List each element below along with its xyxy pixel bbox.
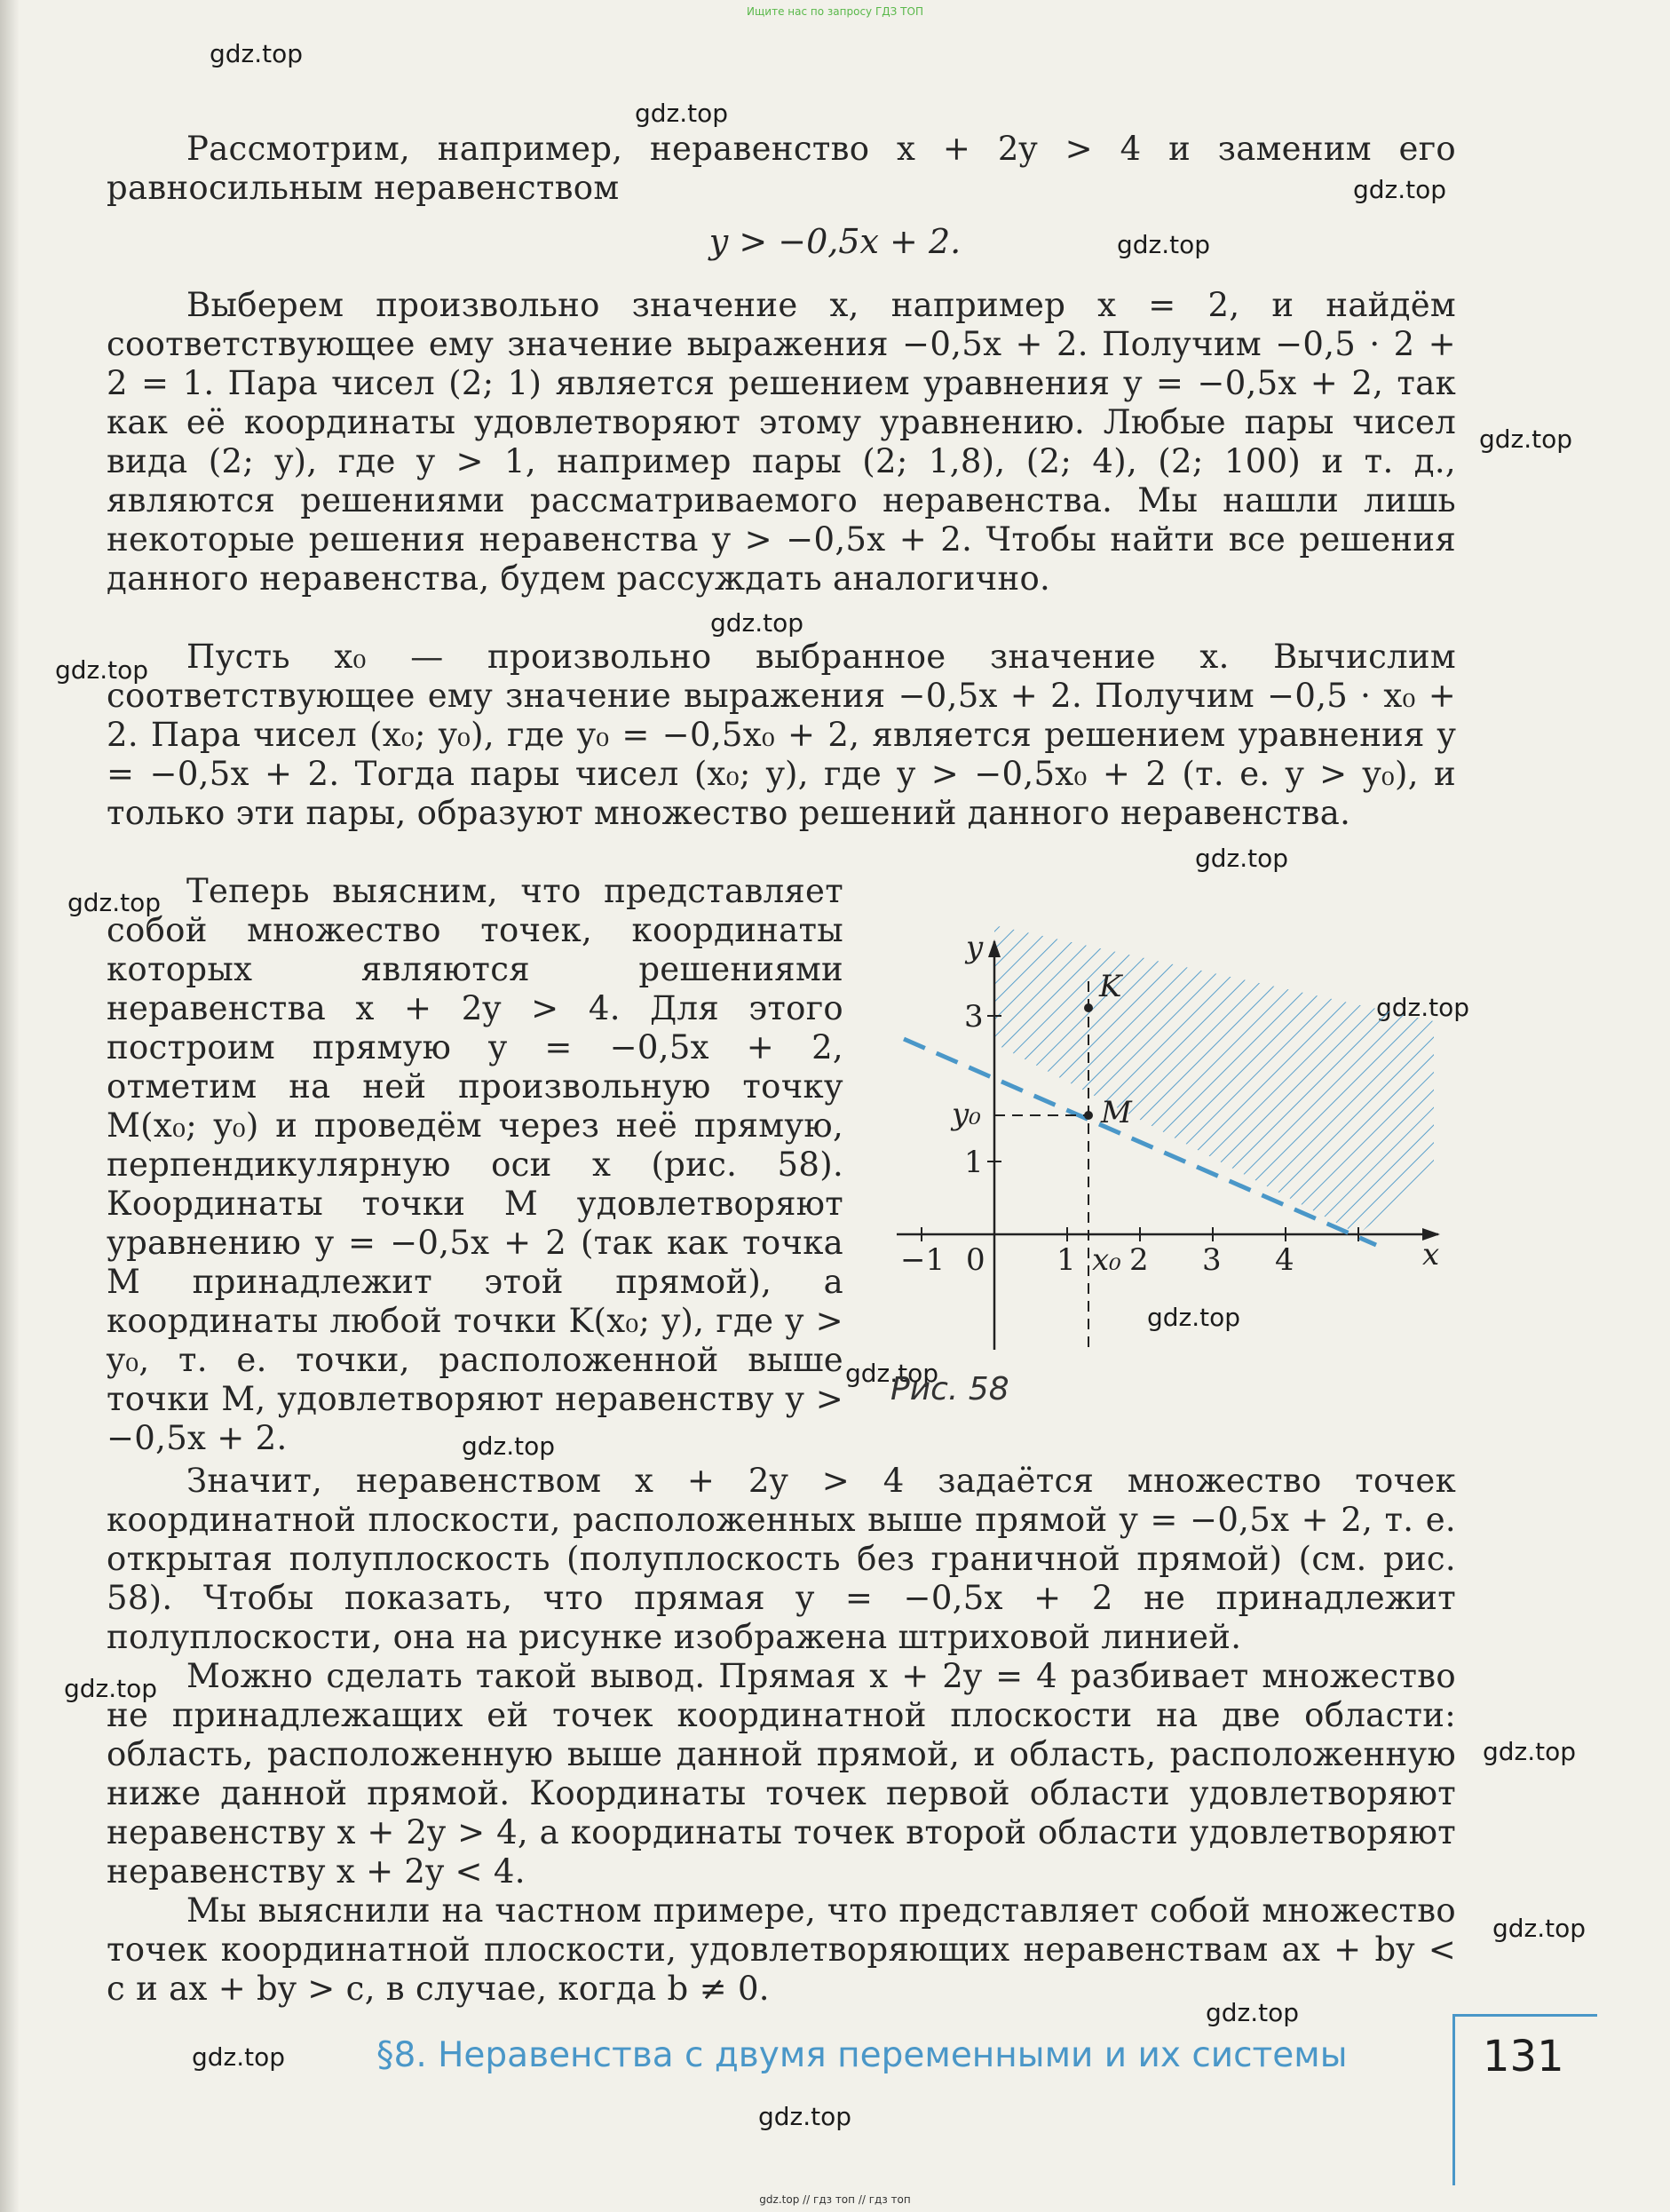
x-tick-label: 0 [966, 1242, 985, 1278]
page-number: 131 [1483, 2032, 1564, 2081]
watermark: gdz.top [845, 1359, 939, 1388]
watermark: gdz.top [1147, 1303, 1241, 1332]
page-edge-shadow [0, 0, 20, 2212]
watermark: gdz.top [710, 608, 804, 638]
x-tick-label: 2 [1129, 1242, 1149, 1278]
y-tick-label: 1 [964, 1145, 984, 1180]
paragraph-6: Можно сделать такой вывод. Прямая x + 2y = 4 разбивает множество не принадлежащих ей точек координатной плоскости на две области: область, расположенную выше данной прямой, и область, расположенную ниже данной прямой. Координаты точек первой области удовлетворяют неравенству x + 2y > 4, а координаты точек второй области удовлетворяют неравенству x + 2y < 4. [107, 1657, 1456, 1891]
figure-caption: Рис. 58 [890, 1371, 1009, 1407]
equation-1: y > −0,5x + 2. [708, 222, 962, 261]
x-tick-label: 3 [1202, 1242, 1222, 1278]
watermark: gdz.top [1206, 1998, 1300, 2027]
watermark: gdz.top [192, 2042, 286, 2072]
figure-58-graph [879, 906, 1456, 1368]
y-tick-label: 3 [964, 999, 984, 1035]
x-tick-label: −1 [900, 1242, 946, 1278]
paragraph-1: Рассмотрим, например, неравенство x + 2y > 4 и заменим его равносильным неравенством [107, 130, 1456, 207]
section-title: §8. Неравенства с двумя переменными и их системы [376, 2035, 1348, 2075]
paragraph-5: Значит, неравенством x + 2y > 4 задаётся множество точек координатной плоскости, расположенных выше прямой y = −0,5x + 2, т. е. открытая полуплоскость (полуплоскость без граничной прямой) (см. рис. 58). Чтобы показать, что прямая y = −0,5x + 2 не принадлежит полуплоскости, она на рисунке изображена штриховой линией. [107, 1462, 1456, 1656]
point-K [1084, 1003, 1093, 1012]
x-tick-label: 4 [1275, 1242, 1294, 1278]
point-M [1084, 1111, 1093, 1120]
point-M-label: M [1101, 1095, 1132, 1130]
y-axis-label: y [966, 930, 984, 965]
watermark: gdz.top [1195, 844, 1289, 873]
x-axis-label: x [1422, 1237, 1440, 1272]
x-tick-label: 1 [1057, 1242, 1076, 1278]
watermark: gdz.top [1483, 1737, 1577, 1766]
watermark: gdz.top [210, 39, 304, 68]
watermark: gdz.top [1492, 1914, 1587, 1943]
paragraph-4: Теперь выясним, что представляет собой множество точек, координаты которых являются решениями неравенства x + 2y > 4. Для этого построим прямую y = −0,5x + 2, отметим на ней произвольную точку M(x₀; y₀) и проведём через неё прямую, перпендикулярную оси x (рис. 58). Координаты точки M удовлетворяют уравнению y = −0,5x + 2 (так как точка M принадлежит этой прямой), а координаты любой точки K(x₀; y), где y > y₀, т. е. точки, расположенной выше точки M, удовлетворяют неравенству y > −0,5x + 2. [107, 872, 843, 1457]
watermark: gdz.top [64, 1674, 158, 1703]
x0-label: x₀ [1092, 1242, 1121, 1278]
watermark: gdz.top [1117, 230, 1211, 259]
paragraph-2: Выберем произвольно значение x, например x = 2, и найдём соответствующее ему значение выражения −0,5x + 2. Получим −0,5 · 2 + 2 = 1. Пара чисел (2; 1) является решением уравнения y = −0,5x + 2, так как её координаты удовлетворяют этому уравнению. Любые пары чисел вида (2; y), где y > 1, например пары (2; 1,8), (2; 4), (2; 100) и т. д., являются решениями рассматриваемого неравенства. Мы нашли лишь некоторые решения неравенства y > −0,5x + 2. Чтобы найти все решения данного неравенства, будем рассуждать аналогично. [107, 286, 1456, 598]
watermark: gdz.top [1376, 993, 1470, 1022]
watermark: gdz.top [1479, 424, 1573, 454]
watermark: gdz.top [635, 99, 729, 128]
bottom-banner[interactable]: gdz.top // гдз топ // гдз топ [759, 2193, 911, 2206]
watermark: gdz.top [1353, 175, 1447, 204]
watermark: gdz.top [462, 1431, 556, 1461]
watermark: gdz.top [758, 2102, 852, 2131]
watermark: gdz.top [55, 655, 149, 685]
top-banner[interactable]: Ищите нас по запросу ГДЗ ТОП [747, 5, 923, 18]
paragraph-3: Пусть x₀ — произвольно выбранное значение x. Вычислим соответствующее ему значение выражения −0,5x + 2. Получим −0,5 · x₀ + 2. Пара чисел (x₀; y₀), где y₀ = −0,5x₀ + 2, является решением уравнения y = −0,5x + 2. Тогда пары чисел (x₀; y), где y > −0,5x₀ + 2 (т. е. y > y₀), и только эти пары, образуют множество решений данного неравенства. [107, 638, 1456, 832]
watermark: gdz.top [67, 888, 162, 917]
y0-label: y₀ [952, 1097, 981, 1132]
paragraph-7: Мы выяснили на частном примере, что представляет собой множество точек координатной плоскости, удовлетворяющих неравенствам ax + by < c и ax + by > c, в случае, когда b ≠ 0. [107, 1891, 1456, 2008]
hatched-half-plane [994, 925, 1434, 1234]
point-K-label: K [1099, 969, 1122, 1004]
